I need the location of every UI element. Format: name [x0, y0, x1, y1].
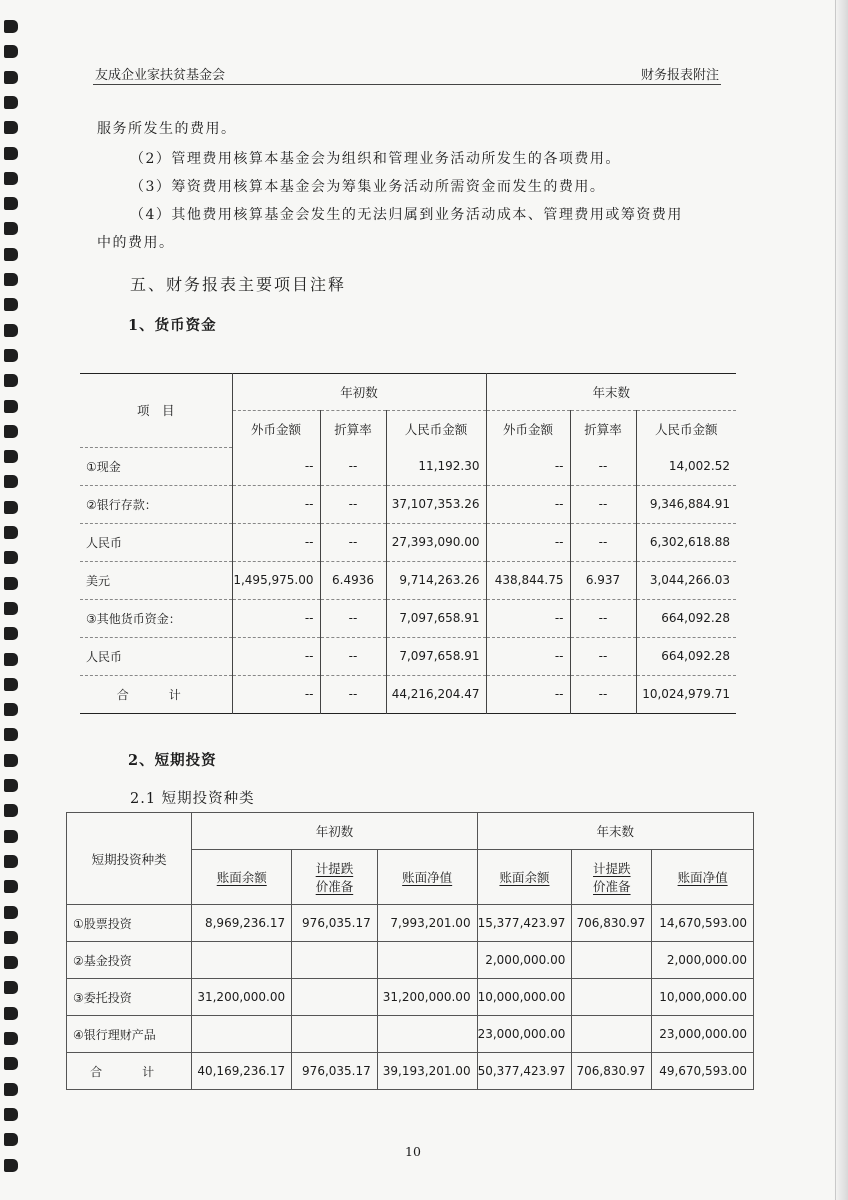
binding-ring [4, 804, 18, 817]
investment-cell-begin-provision [292, 1016, 378, 1053]
binding-ring [4, 248, 18, 261]
investment-cell-begin-book: 40,169,236.17 [192, 1053, 292, 1090]
cash-cell-begin-rmb: 7,097,658.91 [386, 599, 486, 637]
investment-cell-type: ③委托投资 [67, 979, 192, 1016]
investment-cell-begin-net: 7,993,201.00 [377, 905, 477, 942]
binding-ring [4, 450, 18, 463]
cash-cell-end-fx: -- [486, 637, 570, 675]
binding-ring [4, 1133, 18, 1146]
paragraph-4a: （4）其他费用核算基金会发生的无法归属到业务活动成本、管理费用或筹资费用 [130, 207, 683, 223]
investment-cell-type: 合 计 [67, 1053, 192, 1090]
binding-ring [4, 577, 18, 590]
investment-header-type: 短期投资种类 [67, 813, 192, 905]
investment-header-book [192, 850, 292, 905]
cash-row [80, 485, 736, 523]
investment-header-provision-line2: 价准备 [315, 879, 354, 894]
cash-cell-begin-fx: -- [232, 447, 320, 485]
investment-cell-begin-provision: 976,035.17 [292, 1053, 378, 1090]
binding-ring [4, 855, 18, 868]
binding-ring [4, 273, 18, 286]
cash-header-row-1 [80, 374, 736, 411]
cash-cell-end-rmb: 14,002.52 [636, 447, 736, 485]
investment-row [67, 905, 754, 942]
binding-ring [4, 931, 18, 944]
binding-ring [4, 906, 18, 919]
cash-cell-begin-rmb: 7,097,658.91 [386, 637, 486, 675]
cash-cell-begin-rate: -- [320, 599, 386, 637]
investment-cell-begin-book: 31,200,000.00 [192, 979, 292, 1016]
binding-ring [4, 1007, 18, 1020]
investment-cell-type: ②基金投资 [67, 942, 192, 979]
investment-table [66, 812, 754, 1090]
cash-cell-end-rmb: 6,302,618.88 [636, 523, 736, 561]
investment-cell-type: ④银行理财产品 [67, 1016, 192, 1053]
cash-header-rmb-end: 人民币金额 [654, 422, 718, 437]
page-header [93, 64, 721, 85]
cash-cell-end-fx: -- [486, 599, 570, 637]
cash-cell-item: ③其他货币资金： [80, 599, 232, 637]
cash-cell-item: ①现金 [80, 447, 232, 485]
investment-cell-end-net: 10,000,000.00 [652, 979, 754, 1016]
investment-header-provision [292, 850, 378, 905]
investment-cell-begin-provision [292, 942, 378, 979]
investment-cell-end-provision: 706,830.97 [572, 1053, 652, 1090]
cash-cell-end-rate: -- [570, 447, 636, 485]
binding-ring [4, 349, 18, 362]
cash-cell-begin-fx: -- [232, 637, 320, 675]
investment-header-net-label: 账面净值 [402, 870, 453, 885]
investment-section-title: 2、短期投资 [128, 752, 217, 769]
investment-cell-begin-book [192, 942, 292, 979]
binding-ring [4, 602, 18, 615]
investment-table-body [67, 905, 754, 1090]
investment-cell-end-book: 2,000,000.00 [477, 942, 572, 979]
investment-header-provision-end-line1: 计提跌 [593, 861, 631, 876]
cash-cell-end-rmb: 9,346,884.91 [636, 485, 736, 523]
cash-row [80, 523, 736, 561]
binding-ring [4, 501, 18, 514]
cash-cell-item: 美元 [80, 561, 232, 599]
cash-cell-item: 合 计 [80, 675, 232, 713]
binding-ring [4, 400, 18, 413]
cash-cell-begin-rate: -- [320, 523, 386, 561]
cash-cell-begin-fx: -- [232, 485, 320, 523]
cash-header-rate-end: 折算率 [570, 411, 636, 448]
cash-row [80, 561, 736, 599]
cash-header-begin: 年初数 [232, 374, 486, 411]
investment-row [67, 979, 754, 1016]
cash-row [80, 675, 736, 713]
cash-header-fx-end: 外币金额 [486, 411, 570, 448]
cash-cell-begin-rmb: 37,107,353.26 [386, 485, 486, 523]
cash-cell-end-rate: 6.937 [570, 561, 636, 599]
investment-cell-begin-book [192, 1016, 292, 1053]
investment-cell-begin-net [377, 1016, 477, 1053]
binding-ring [4, 71, 18, 84]
investment-cell-end-book: 10,000,000.00 [477, 979, 572, 1016]
investment-cell-end-net: 14,670,593.00 [652, 905, 754, 942]
investment-subtitle: 2.1 短期投资种类 [130, 791, 255, 807]
investment-cell-end-provision: 706,830.97 [572, 905, 652, 942]
header-document-title: 财务报表附注 [640, 68, 719, 83]
cash-cell-begin-rate: -- [320, 675, 386, 713]
cash-cell-item: 人民币 [80, 637, 232, 675]
binding-ring [4, 222, 18, 235]
cash-cell-end-rmb: 664,092.28 [636, 599, 736, 637]
page-edge-line [835, 0, 836, 1200]
binding-ring [4, 147, 18, 160]
binding-ring [4, 551, 18, 564]
investment-cell-type: ①股票投资 [67, 905, 192, 942]
cash-cell-end-fx: -- [486, 485, 570, 523]
investment-cell-begin-net: 31,200,000.00 [377, 979, 477, 1016]
cash-row [80, 599, 736, 637]
investment-row [67, 1053, 754, 1090]
cash-header-rate: 折算率 [320, 411, 386, 448]
binding-ring [4, 1083, 18, 1096]
cash-cell-begin-rmb: 44,216,204.47 [386, 675, 486, 713]
cash-cell-begin-rate: -- [320, 447, 386, 485]
cash-cell-begin-rate: -- [320, 485, 386, 523]
cash-cell-begin-fx: -- [232, 523, 320, 561]
cash-cell-begin-rate: -- [320, 637, 386, 675]
investment-cell-end-book: 23,000,000.00 [477, 1016, 572, 1053]
cash-cell-end-rmb: 664,092.28 [636, 637, 736, 675]
cash-header-rmb: 人民币金额 [386, 411, 486, 448]
investment-cell-end-provision [572, 979, 652, 1016]
cash-cell-end-fx: -- [486, 523, 570, 561]
header-organization: 友成企业家扶贫基金会 [95, 68, 226, 83]
cash-header-fx: 外币金额 [232, 411, 320, 448]
cash-table [80, 373, 736, 714]
investment-cell-end-net: 49,670,593.00 [652, 1053, 754, 1090]
investment-header-net-end [652, 850, 754, 905]
binding-ring [4, 298, 18, 311]
cash-cell-end-rate: -- [570, 485, 636, 523]
investment-header-begin: 年初数 [192, 813, 477, 850]
binding-ring [4, 20, 18, 33]
binding-ring [4, 324, 18, 337]
binding-ring [4, 779, 18, 792]
binding-ring [4, 526, 18, 539]
binding-ring [4, 1159, 18, 1172]
binding-ring [4, 96, 18, 109]
cash-cell-end-fx: 438,844.75 [486, 561, 570, 599]
binding-ring [4, 374, 18, 387]
paragraph-1: 服务所发生的费用。 [97, 121, 237, 137]
paragraph-2: （2）管理费用核算本基金会为组织和管理业务活动所发生的各项费用。 [130, 151, 621, 167]
investment-header-row-1 [67, 813, 754, 850]
cash-header-item: 项 目 [80, 374, 232, 448]
spiral-binding [4, 20, 22, 1190]
investment-cell-end-provision [572, 1016, 652, 1053]
binding-ring [4, 45, 18, 58]
page-number: 10 [405, 1144, 421, 1159]
investment-cell-begin-book: 8,969,236.17 [192, 905, 292, 942]
investment-cell-begin-net [377, 942, 477, 979]
binding-ring [4, 678, 18, 691]
cash-cell-end-rate: -- [570, 675, 636, 713]
investment-header-provision-end-line2: 价准备 [593, 879, 631, 894]
investment-header-end: 年末数 [477, 813, 753, 850]
investment-row [67, 942, 754, 979]
cash-cell-end-rate: -- [570, 599, 636, 637]
binding-ring [4, 197, 18, 210]
cash-cell-end-fx: -- [486, 675, 570, 713]
cash-cell-end-rmb: 3,044,266.03 [636, 561, 736, 599]
investment-header-net-end-label: 账面净值 [677, 870, 728, 885]
binding-ring [4, 880, 18, 893]
cash-cell-begin-rate: 6.4936 [320, 561, 386, 599]
cash-row [80, 447, 736, 485]
investment-cell-begin-net: 39,193,201.00 [377, 1053, 477, 1090]
binding-ring [4, 1108, 18, 1121]
cash-cell-end-rate: -- [570, 637, 636, 675]
binding-ring [4, 830, 18, 843]
binding-ring [4, 703, 18, 716]
investment-cell-begin-provision [292, 979, 378, 1016]
binding-ring [4, 956, 18, 969]
investment-header-net [377, 850, 477, 905]
cash-cell-item: ②银行存款： [80, 485, 232, 523]
binding-ring [4, 627, 18, 640]
cash-cell-end-fx: -- [486, 447, 570, 485]
investment-header-book-label: 账面余额 [216, 870, 267, 885]
cash-cell-begin-rmb: 27,393,090.00 [386, 523, 486, 561]
binding-ring [4, 653, 18, 666]
page-edge [834, 0, 848, 1200]
binding-ring [4, 981, 18, 994]
cash-row [80, 637, 736, 675]
paragraph-4b: 中的费用。 [97, 235, 175, 251]
cash-cell-begin-fx: -- [232, 599, 320, 637]
paragraph-3: （3）筹资费用核算本基金会为筹集业务活动所需资金而发生的费用。 [130, 179, 606, 195]
cash-cell-begin-fx: -- [232, 675, 320, 713]
investment-row [67, 1016, 754, 1053]
section-title: 五、财务报表主要项目注释 [130, 275, 347, 294]
investment-cell-end-net: 2,000,000.00 [652, 942, 754, 979]
cash-table-body [80, 447, 736, 713]
investment-header-provision-end [572, 850, 652, 905]
binding-ring [4, 754, 18, 767]
cash-cell-begin-fx: 1,495,975.00 [232, 561, 320, 599]
binding-ring [4, 728, 18, 741]
cash-section-title: 1、货币资金 [128, 317, 217, 334]
investment-cell-end-provision [572, 942, 652, 979]
investment-header-book-end-label: 账面余额 [499, 870, 550, 885]
cash-header-end: 年末数 [486, 374, 736, 411]
investment-cell-end-net: 23,000,000.00 [652, 1016, 754, 1053]
binding-ring [4, 475, 18, 488]
cash-cell-end-rmb: 10,024,979.71 [642, 687, 730, 701]
binding-ring [4, 1032, 18, 1045]
cash-cell-begin-rmb: 9,714,263.26 [386, 561, 486, 599]
binding-ring [4, 121, 18, 134]
cash-cell-begin-rmb: 11,192.30 [386, 447, 486, 485]
investment-cell-begin-provision: 976,035.17 [292, 905, 378, 942]
investment-header-book-end [477, 850, 572, 905]
cash-cell-end-rate: -- [570, 523, 636, 561]
cash-cell-item: 人民币 [80, 523, 232, 561]
investment-cell-end-book: 15,377,423.97 [477, 905, 572, 942]
binding-ring [4, 425, 18, 438]
binding-ring [4, 172, 18, 185]
binding-ring [4, 1057, 18, 1070]
investment-header-provision-line1: 计提跌 [315, 861, 354, 876]
investment-cell-end-book: 50,377,423.97 [477, 1053, 572, 1090]
